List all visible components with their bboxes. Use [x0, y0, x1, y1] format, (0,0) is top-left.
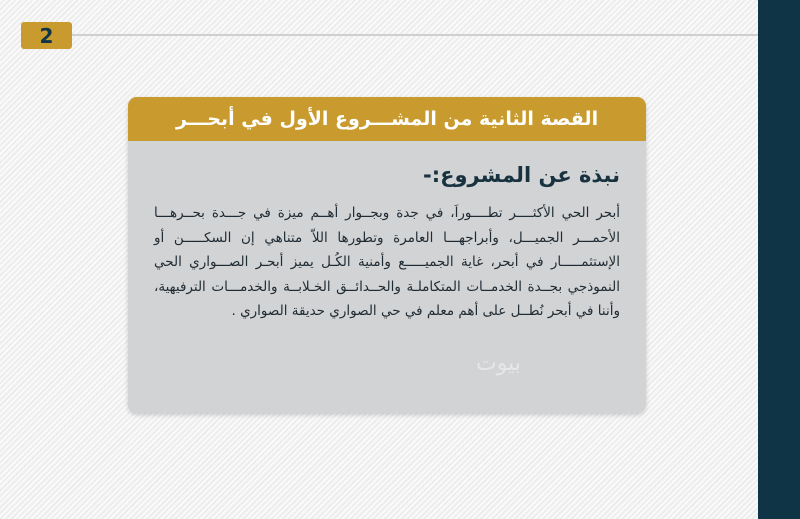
project-description: أبحر الحي الأكثــــر تطــــوراَ، في جدة وبجــوار أهــم ميزة في جـــدة بحــرهـــا الأحمـــر الجميـــل، وأبراجهـــا العامرة وتطورها اللاّ متناهي إن السكـــــن أو الإستثمـــــار في أبحر، غاية الجميـــــع وأمنية الكُـل يميز أبحـر الصـــواري الحي النموذجي بجــدة الخدمــات المتكاملـة والحــدائــق الخـلابــة والخدمـــات الترفيهية، وأننا في أبحر نُطــل على أهم معلم في حي الصواري حديقة الصواري .: [154, 205, 620, 319]
watermark-logo: بيوت: [476, 351, 521, 376]
project-card: [128, 97, 646, 413]
card-title: القصة الثانية من المشـــروع الأول في أبحـــر: [175, 108, 599, 130]
card-body: [128, 141, 646, 324]
page-number-badge: [21, 22, 72, 49]
card-header: [128, 97, 646, 141]
top-divider: [72, 34, 758, 36]
page-number: 2: [39, 23, 54, 48]
section-heading: نبذة عن المشروع:-: [423, 163, 620, 187]
right-side-bar: [758, 0, 800, 519]
